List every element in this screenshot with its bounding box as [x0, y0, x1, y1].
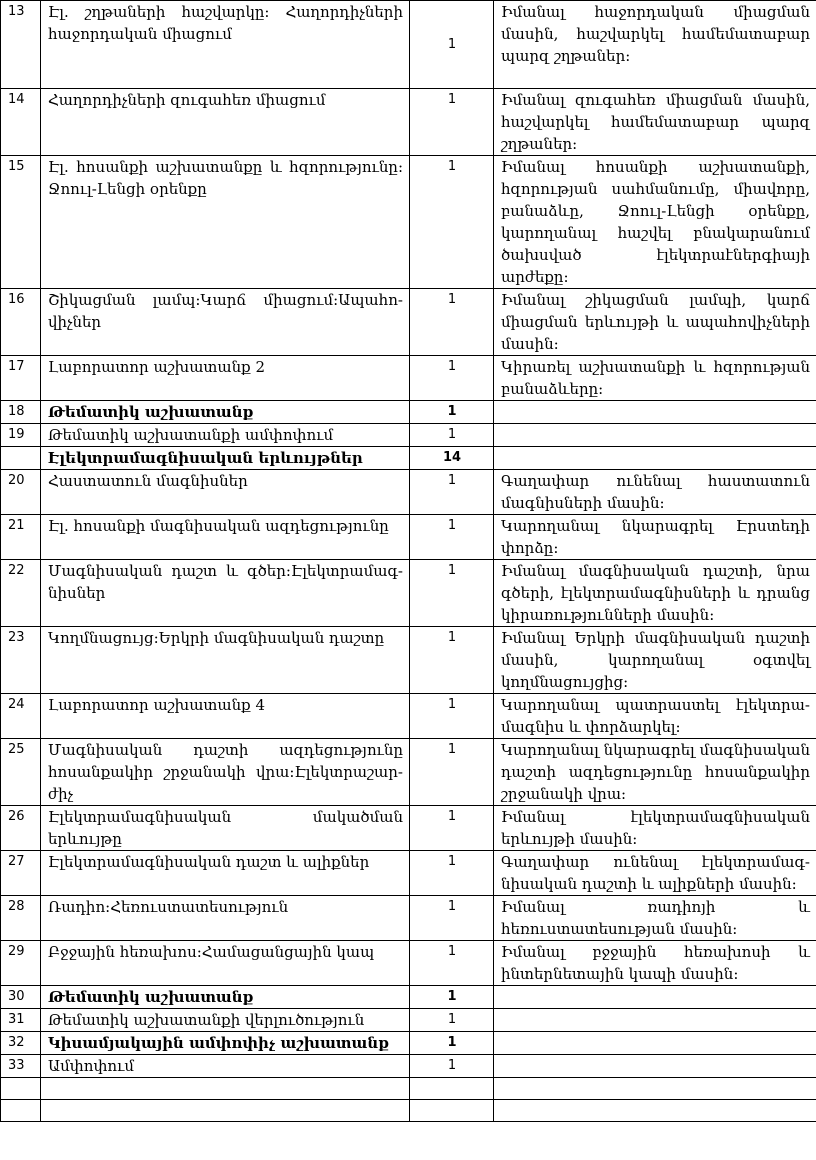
lesson-hours: 1	[410, 89, 494, 156]
table-row	[1, 627, 816, 694]
row-number: 33	[1, 1055, 41, 1078]
row-number: 21	[1, 515, 41, 560]
lesson-topic: Էլեկտրամագնիսական մակածման երևույթը	[41, 806, 410, 851]
lesson-hours: 1	[410, 356, 494, 401]
row-number	[1, 1078, 41, 1100]
lesson-hours: 1	[410, 560, 494, 627]
lesson-goal	[494, 1100, 816, 1122]
lesson-hours: 14	[410, 447, 494, 470]
lesson-hours: 1	[410, 694, 494, 739]
lesson-topic: Թեմատիկ աշխատանքի ամփոփում	[41, 424, 410, 447]
lesson-topic	[41, 1100, 410, 1122]
table-row	[1, 470, 816, 515]
lesson-topic: Կողմնացույց:Երկրի մագնիսական դաշտը	[41, 627, 410, 694]
table-row	[1, 356, 816, 401]
row-number: 24	[1, 694, 41, 739]
row-number: 28	[1, 896, 41, 941]
lesson-goal: Կիրառել աշխատանքի և հզորության բանաձևերը:	[494, 356, 816, 401]
lesson-hours: 1	[410, 1032, 494, 1055]
table-row	[1, 156, 816, 289]
row-number: 30	[1, 986, 41, 1009]
lesson-goal: Իմանալ մագնիսական դաշտի, նրա գծերի, էլեկտրամագնիսների և դրանց կիրառությունների մասին:	[494, 560, 816, 627]
table-row	[1, 694, 816, 739]
lesson-topic: Լաբորատոր աշխատանք 2	[41, 356, 410, 401]
lesson-goal: Իմանալ բջջային հեռախոսի և ինտերնետային կապի մասին:	[494, 941, 816, 986]
lesson-hours	[410, 1100, 494, 1122]
row-number: 32	[1, 1032, 41, 1055]
row-number: 23	[1, 627, 41, 694]
lesson-goal: Կարողանալ նկարագրել մագնիսական դաշտի ազդեցությունը հոսանքակիր շրջանակի վրա:	[494, 739, 816, 806]
table-row	[1, 560, 816, 627]
lesson-topic: Մագնիսական դաշտ և գծեր:Էլեկտրամագ-նիսներ	[41, 560, 410, 627]
lesson-plan-body	[1, 1, 816, 1122]
table-row	[1, 739, 816, 806]
lesson-hours: 1	[410, 401, 494, 424]
table-row	[1, 447, 816, 470]
lesson-hours: 1	[410, 289, 494, 356]
lesson-goal: Իմանալ հոսանքի աշխատանքի, հզորության սահմանումը, միավորը, բանաձևը, Ջոուլ-Լենցի օրենքը, կարողանալ հաշվել բնակարանում ծախսված էլեկտրաէներգիայի արժեքը:	[494, 156, 816, 289]
table-row	[1, 401, 816, 424]
row-number: 17	[1, 356, 41, 401]
lesson-goal	[494, 1078, 816, 1100]
table-row	[1, 1032, 816, 1055]
table-row	[1, 289, 816, 356]
row-number: 27	[1, 851, 41, 896]
lesson-topic: Մագնիսական դաշտի ազդեցությունը հոսանքակիր շրջանակի վրա:Էլեկտրաշար-ժիչ	[41, 739, 410, 806]
row-number: 31	[1, 1009, 41, 1032]
table-row	[1, 986, 816, 1009]
row-number: 18	[1, 401, 41, 424]
row-number: 29	[1, 941, 41, 986]
row-number	[1, 1100, 41, 1122]
row-number: 16	[1, 289, 41, 356]
lesson-hours: 1	[410, 470, 494, 515]
lesson-topic: Էլ. շղթաների հաշվարկը: Հաղորդիչների հաջորդական միացում	[41, 1, 410, 89]
lesson-topic: Ամփոփում	[41, 1055, 410, 1078]
table-row	[1, 424, 816, 447]
lesson-hours: 1	[410, 896, 494, 941]
lesson-goal	[494, 1009, 816, 1032]
lesson-goal	[494, 1055, 816, 1078]
lesson-hours	[410, 1078, 494, 1100]
lesson-goal: Իմանալ հաջորդական միացման մասին, հաշվարկել համեմատաբար պարզ շղթաներ:	[494, 1, 816, 89]
table-row	[1, 941, 816, 986]
row-number: 22	[1, 560, 41, 627]
table-row	[1, 1078, 816, 1100]
row-number: 20	[1, 470, 41, 515]
lesson-goal: Կարողանալ պատրաստել էլեկտրա-մագնիս և փորձարկել:	[494, 694, 816, 739]
lesson-goal	[494, 986, 816, 1009]
lesson-topic: Կիսամյակային ամփոփիչ աշխատանք	[41, 1032, 410, 1055]
lesson-hours: 1	[410, 1009, 494, 1032]
lesson-hours: 1	[410, 806, 494, 851]
row-number: 25	[1, 739, 41, 806]
lesson-hours: 1	[410, 515, 494, 560]
lesson-goal: Իմանալ զուգահեռ միացման մասին, հաշվարկել համեմատաբար պարզ շղթաներ:	[494, 89, 816, 156]
lesson-topic: Թեմատիկ աշխատանք	[41, 986, 410, 1009]
lesson-goal	[494, 447, 816, 470]
lesson-topic: Թեմատիկ աշխատանքի վերլուծություն	[41, 1009, 410, 1032]
lesson-goal: Գաղափար ունենալ հաստատուն մագնիսների մասին:	[494, 470, 816, 515]
lesson-topic: Էլ. հոսանքի աշխատանքը և հզորությունը: Ջոուլ-Լենցի օրենքը	[41, 156, 410, 289]
table-row	[1, 89, 816, 156]
row-number: 19	[1, 424, 41, 447]
lesson-topic: Էլեկտրամագնիսական երևույթներ	[41, 447, 410, 470]
row-number: 26	[1, 806, 41, 851]
lesson-hours: 1	[410, 156, 494, 289]
lesson-hours: 1	[410, 986, 494, 1009]
lesson-hours: 1	[410, 424, 494, 447]
lesson-topic: Էլ. հոսանքի մագնիսական ազդեցությունը	[41, 515, 410, 560]
table-row	[1, 1055, 816, 1078]
row-number: 13	[1, 1, 41, 89]
lesson-topic: Թեմատիկ աշխատանք	[41, 401, 410, 424]
lesson-hours: 1	[410, 1055, 494, 1078]
lesson-topic: Ռադիո:Հեռուստատեսություն	[41, 896, 410, 941]
lesson-goal	[494, 401, 816, 424]
table-row	[1, 515, 816, 560]
lesson-topic: Շիկացման լամպ:Կարճ միացում:Ապահո-վիչներ	[41, 289, 410, 356]
lesson-goal: Կարողանալ նկարագրել Էրստեդի փորձը:	[494, 515, 816, 560]
table-row	[1, 806, 816, 851]
table-row	[1, 896, 816, 941]
lesson-goal: Իմանալ ռադիոյի և հեռուստատեսության մասին:	[494, 896, 816, 941]
lesson-topic: Էլեկտրամագնիսական դաշտ և ալիքներ	[41, 851, 410, 896]
lesson-topic: Հաղորդիչների զուգահեռ միացում	[41, 89, 410, 156]
lesson-hours: 1	[410, 851, 494, 896]
table-row	[1, 1, 816, 89]
lesson-topic: Լաբորատոր աշխատանք 4	[41, 694, 410, 739]
lesson-topic	[41, 1078, 410, 1100]
lesson-hours: 1	[410, 739, 494, 806]
lesson-goal	[494, 424, 816, 447]
lesson-goal	[494, 1032, 816, 1055]
lesson-topic: Հաստատուն մագնիսներ	[41, 470, 410, 515]
row-number	[1, 447, 41, 470]
lesson-hours: 1	[410, 627, 494, 694]
row-number: 14	[1, 89, 41, 156]
table-row	[1, 1100, 816, 1122]
table-row	[1, 1009, 816, 1032]
lesson-goal: Իմանալ Երկրի մագնիսական դաշտի մասին, կարողանալ օգտվել կողմնացույցից:	[494, 627, 816, 694]
lesson-topic: Բջջային հեռախոս:Համացանցային կապ	[41, 941, 410, 986]
lesson-hours: 1	[410, 1, 494, 89]
table-row	[1, 851, 816, 896]
row-number: 15	[1, 156, 41, 289]
lesson-goal: Իմանալ էլեկտրամագնիսական երևույթի մասին:	[494, 806, 816, 851]
lesson-goal: Գաղափար ունենալ էլեկտրամագ-նիսական դաշտի և ալիքների մասին:	[494, 851, 816, 896]
lesson-hours: 1	[410, 941, 494, 986]
lesson-goal: Իմանալ շիկացման լամպի, կարճ միացման երևույթի և ապահովիչների մասին:	[494, 289, 816, 356]
